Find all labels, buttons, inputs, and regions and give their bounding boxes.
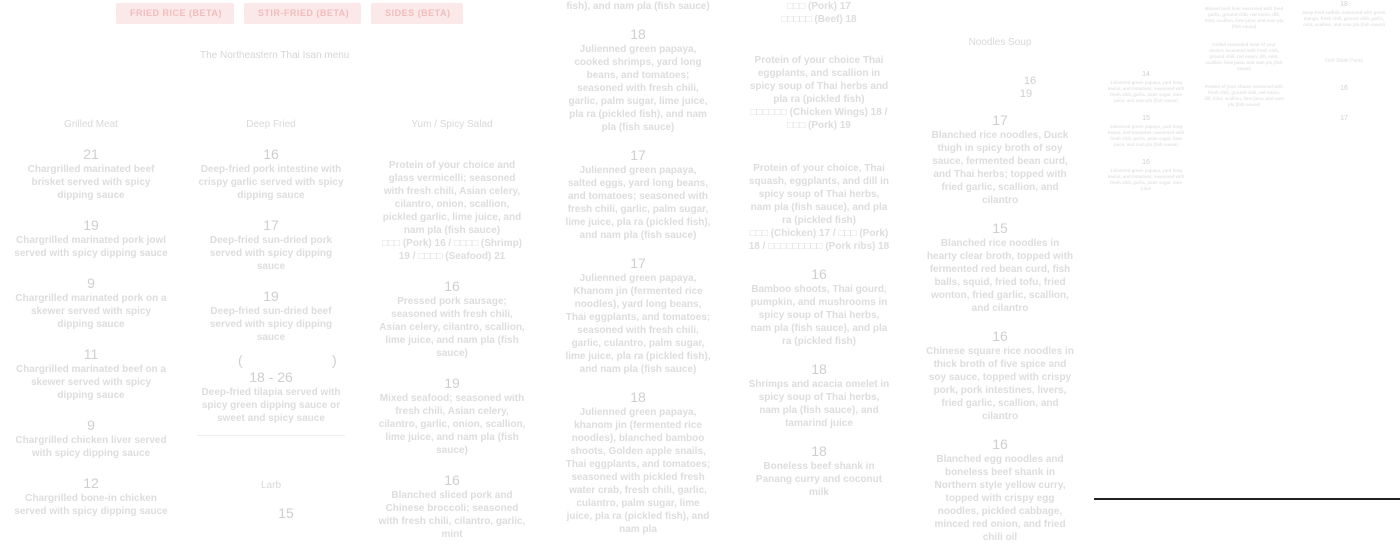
item-options: □□□ (Pork) 17 bbox=[787, 1, 851, 12]
item-price: 11 bbox=[83, 346, 99, 362]
menu-item[interactable] bbox=[196, 287, 346, 344]
item-description: Deep-fried sun-dried pork served with spicy dipping sauce bbox=[209, 235, 333, 272]
item-price: 15 bbox=[278, 505, 294, 521]
menu-item[interactable] bbox=[564, 25, 712, 134]
menu-subtitle: The Northeastern Thai Isan menu bbox=[200, 50, 350, 61]
yum-column bbox=[378, 119, 526, 541]
menu-item[interactable] bbox=[926, 435, 1074, 544]
item-description: Chargrilled marinated pork jowl served with spicy dipping sauce bbox=[14, 235, 168, 259]
item-description: Chargrilled marinated beef brisket served with spicy dipping sauce bbox=[27, 164, 155, 201]
menu-tabs bbox=[116, 3, 463, 24]
menu-preview-panel bbox=[1094, 0, 1400, 500]
preview-description: Minced pork liver seasoned with fried garlic, ground chili, red onion, dill, mint, scallion, lime juice, and nam pla (fish sauce) bbox=[1204, 6, 1284, 29]
preview-description: Grilled marinated meat of your choice; seasoned with fresh chili, ground chili, red onion, dill, mint, scallion, lime juice, and nam pla (fish sauce) bbox=[1205, 42, 1283, 71]
deep-fried-column bbox=[196, 119, 346, 522]
grilled-meat-column bbox=[14, 119, 168, 518]
menu-item[interactable] bbox=[564, 388, 712, 536]
preview-price: 14 bbox=[1142, 71, 1150, 78]
item-description: Chargrilled marinated pork on a skewer served with spicy dipping sauce bbox=[15, 293, 167, 330]
menu-item[interactable] bbox=[926, 111, 1074, 207]
menu-item[interactable] bbox=[926, 219, 1074, 315]
preview-price: 16 bbox=[1340, 85, 1348, 92]
item-price: 16 bbox=[811, 266, 827, 282]
preview-column-3 bbox=[1299, 0, 1389, 124]
item-description: Deep-fried pork intestine with crispy garlic served with spicy dipping sauce bbox=[198, 164, 344, 201]
menu-item[interactable] bbox=[14, 145, 168, 202]
menu-item[interactable] bbox=[378, 471, 526, 541]
preview-price: 17 bbox=[1340, 115, 1348, 122]
preview-description: Deep-fried catfish, seasoned with green mango, fresh chili, ground chili, garlic, mint, scallion, and nam pla (fish sauce) bbox=[1302, 10, 1386, 27]
preview-description: Fish Steak Pasta bbox=[1325, 58, 1363, 64]
item-description: Blanched rice noodles, Duck thigh in spicy broth of soy sauce, fermented bean curd, and Thai herbs; topped with fried garlic, scallion, and cilantro bbox=[931, 130, 1069, 206]
item-price: 16 bbox=[992, 328, 1008, 344]
menu-item[interactable] bbox=[748, 162, 890, 253]
item-description: Chargrilled marinated beef on a skewer served with spicy dipping sauce bbox=[15, 364, 167, 401]
item-price: 17 bbox=[630, 255, 646, 271]
category-deep-fried: Deep Fried bbox=[246, 119, 296, 130]
item-price: 18 bbox=[811, 361, 827, 377]
preview-column-2 bbox=[1204, 6, 1284, 108]
menu-item[interactable] bbox=[564, 146, 712, 242]
item-price: 16 bbox=[263, 146, 279, 162]
item-description: Chargrilled chicken liver served with spicy dipping sauce bbox=[15, 435, 167, 459]
category-yum: Yum / Spicy Salad bbox=[411, 119, 493, 130]
preview-description: Julienned green papaya, yard long beans, and tomatoes; seasoned with fresh chili, garlic, palm sugar, lime juice, and nam pla (fish sauce) bbox=[1107, 124, 1185, 147]
item-price: 9 bbox=[87, 417, 95, 433]
papaya-salad-column bbox=[564, 0, 712, 536]
category-larb: Larb bbox=[260, 480, 281, 491]
item-price: 17 bbox=[630, 147, 646, 163]
item-description: Chinese square rice noodles in thick broth of five spice and soy sauce, topped with crispy pork, pork intestines, livers, fried garlic, scallion, and cilantro bbox=[926, 346, 1074, 422]
preview-column-1 bbox=[1106, 70, 1186, 192]
item-description: Protein of your choice, Thai squash, eggplants, and dill in spicy soup of Thai herbs, nam pla (fish sauce), and pla ra (pickled fish) bbox=[748, 163, 889, 226]
menu-item[interactable] bbox=[748, 265, 890, 348]
menu-item[interactable] bbox=[196, 216, 346, 273]
item-description: Pressed pork sausage; seasoned with fresh chili, Asian celery, cilantro, scallion, lime juice, and nam pla (fish sauce) bbox=[379, 296, 525, 359]
item-price: 15 bbox=[992, 220, 1008, 236]
preview-description: Protein of your choice seasoned with fresh chili, ground chili, red onion, dill, mint, scallion, lime juice, and nam pla (fish sauce) bbox=[1204, 84, 1284, 107]
item-description: Blanched sliced pork and Chinese broccoli; seasoned with fresh chili, cilantro, garlic, mint bbox=[378, 490, 526, 540]
item-description: Bamboo shoots, Thai gourd, pumpkin, and mushrooms in spicy soup of Thai herbs, nam pla (fish sauce), and pla ra (pickled fish) bbox=[750, 284, 888, 347]
item-price: 16 bbox=[1023, 75, 1037, 87]
menu-item[interactable] bbox=[748, 360, 890, 430]
preview-price: 15 bbox=[1142, 115, 1150, 122]
item-description: Julienned green papaya, khanom jin (fermented rice noodles), blanched bamboo shoots, Golden apple snails, Thai eggplants, and tomatoes; seasoned with pickled fresh water crab, fresh chili, garlic, culantro, palm sugar, lime juice, pla ra (pickled fish), and nam pla bbox=[565, 407, 711, 535]
menu-item[interactable] bbox=[926, 327, 1074, 423]
tab-fried-rice[interactable]: FRIED RICE (BETA) bbox=[116, 3, 234, 24]
item-options: □□□□□□ (Chicken Wings) 18 / □□□ (Pork) 19 bbox=[750, 107, 888, 131]
item-price: 18 bbox=[811, 443, 827, 459]
category-grilled-meat: Grilled Meat bbox=[64, 119, 118, 130]
tab-stir-fried[interactable]: STIR-FRIED (BETA) bbox=[244, 3, 361, 24]
menu-item[interactable] bbox=[748, 442, 890, 499]
item-price: 17 bbox=[992, 112, 1008, 128]
item-description: Chargrilled bone-in chicken served with spicy dipping sauce bbox=[14, 493, 168, 517]
menu-item[interactable] bbox=[378, 159, 526, 263]
menu-item[interactable] bbox=[14, 216, 168, 260]
menu-item[interactable] bbox=[564, 254, 712, 376]
item-price: 19 bbox=[1019, 88, 1033, 100]
preview-description: Julienned green papaya, yard long beans, and tomatoes; seasoned with fresh chili, garlic, palm sugar, lime juice bbox=[1107, 168, 1185, 191]
item-description: Boneless beef shank in Panang curry and coconut milk bbox=[755, 461, 883, 498]
preview-price: 16 bbox=[1142, 159, 1150, 166]
menu-item[interactable] bbox=[14, 416, 168, 460]
spicy-soup-column bbox=[748, 0, 890, 499]
menu-item[interactable] bbox=[196, 145, 346, 202]
preview-price: 18 bbox=[1340, 1, 1348, 8]
item-options: □□□ (Chicken) 17 / □□□ (Pork) 18 / □□□□□□□□□ (Pork ribs) 18 bbox=[748, 228, 890, 252]
item-description: Shrimps and acacia omelet in spicy soup of Thai herbs, nam pla (fish sauce), and tamarind juice bbox=[748, 379, 890, 429]
item-description: Protein of your choice Thai eggplants, and scallion in spicy soup of Thai herbs and pla ra (pickled fish) bbox=[749, 55, 889, 105]
tab-sides[interactable]: SIDES (BETA) bbox=[371, 3, 462, 24]
item-description: Deep-fried tilapia served with spicy green dipping sauce or sweet and spicy sauce bbox=[201, 387, 341, 424]
item-price: 18 bbox=[630, 389, 646, 405]
item-price: 19 bbox=[83, 217, 99, 233]
item-description: fish), and nam pla (fish sauce) bbox=[566, 1, 710, 12]
item-description: Blanched egg noodles and boneless beef shank in Northern style yellow curry, topped with crispy egg noodles, pickled cabbage, minced red onion, and fried chili oil bbox=[934, 454, 1066, 543]
category-noodles: Noodles Soup bbox=[968, 37, 1032, 48]
item-price: 19 bbox=[444, 375, 460, 391]
item-price: 16 bbox=[992, 436, 1008, 452]
item-price: 9 bbox=[87, 275, 95, 291]
paren-row bbox=[196, 352, 346, 368]
item-description: Protein of your choice and glass vermicelli; seasoned with fresh chili, Asian celery, cilantro, onion, scallion, pickled garlic, lime juice, and nam pla (fish sauce) bbox=[382, 160, 522, 236]
item-description: Deep-fried sun-dried beef served with spicy dipping sauce bbox=[209, 306, 333, 343]
preview-description: Julienned green papaya, yard long beans, and tomatoes; seasoned with fresh chili, garlic, palm sugar, lime juice, and nam pla (fish sauce) bbox=[1107, 80, 1185, 103]
item-price: 17 bbox=[263, 217, 279, 233]
item-price: 21 bbox=[83, 146, 99, 162]
item-description: Julienned green papaya, cooked shrimps, yard long beans, and tomatoes; seasoned with fresh chili, garlic, palm sugar, lime juice, pla ra (pickled fish), and nam pla (fish sauce) bbox=[568, 44, 708, 133]
item-price: 12 bbox=[83, 475, 99, 491]
item-description: Blanched rice noodles in hearty clear broth, topped with fermented red bean curd, fish balls, squid, fried tofu, fried wonton, fried garlic, scallion, and cilantro bbox=[926, 238, 1074, 314]
item-price: 19 bbox=[263, 288, 279, 304]
menu-item[interactable] bbox=[378, 277, 526, 360]
menu-item[interactable] bbox=[14, 274, 168, 331]
item-description: Julienned green papaya, salted eggs, yard long beans, and tomatoes; seasoned with fresh chili, garlic, palm sugar, lime juice, pla ra (pickled fish), and nam pla (fish sauce) bbox=[565, 165, 711, 241]
menu-item[interactable] bbox=[14, 345, 168, 402]
paren-right: ) bbox=[332, 352, 337, 368]
menu-item[interactable] bbox=[378, 374, 526, 457]
item-options: □□□ (Pork) 16 / □□□□ (Shrimp) 19 / □□□□ (Seafood) 21 bbox=[381, 238, 523, 262]
item-description: Mixed seafood; seasoned with fresh chili, Asian celery, cilantro, garlic, onion, scallion, lime juice, and nam pla (fish sauce) bbox=[378, 393, 526, 456]
menu-item[interactable] bbox=[748, 54, 890, 132]
paren-left: ( bbox=[238, 352, 243, 368]
item-price: 18 - 26 bbox=[249, 369, 293, 385]
menu-item[interactable] bbox=[196, 368, 346, 425]
item-description: Julienned green papaya, Khanom jin (fermented rice noodles), yard long beans, Thai eggplants, and tomatoes; seasoned with fresh chili, garlic, culantro, palm sugar, lime juice, pla ra (pickled fish), and nam pla (fish sauce) bbox=[565, 273, 711, 375]
menu-item[interactable] bbox=[14, 474, 168, 518]
noodles-column bbox=[926, 37, 1074, 544]
item-price: 18 bbox=[630, 26, 646, 42]
item-price: 16 bbox=[444, 278, 460, 294]
item-price: 16 bbox=[444, 472, 460, 488]
item-options: □□□□□ (Beef) 18 bbox=[781, 14, 857, 25]
